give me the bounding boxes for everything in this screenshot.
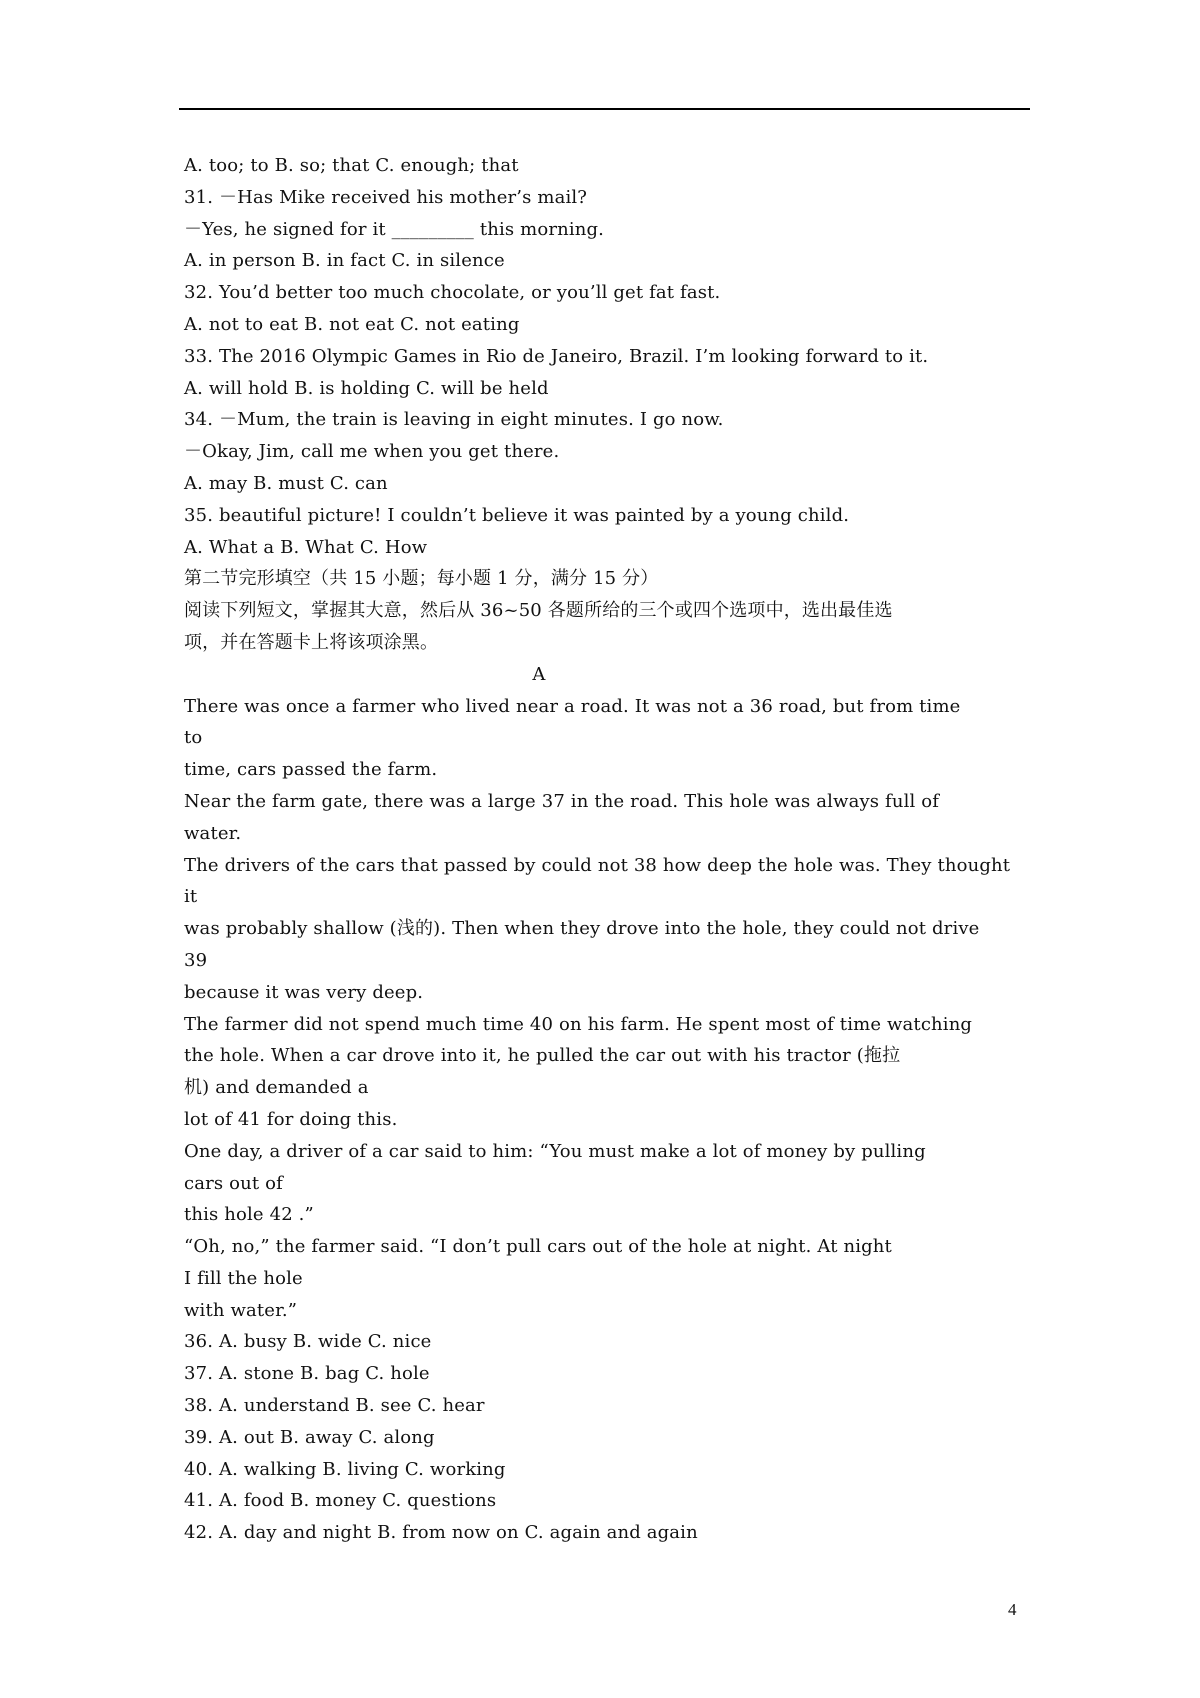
page-content xyxy=(184,150,1034,1549)
text-line: A. will hold B. is holding C. will be held xyxy=(184,377,549,399)
passage-line: time, cars passed the farm. xyxy=(184,759,438,781)
passage-line: to xyxy=(184,727,203,749)
passage-line: “Oh, no,” the farmer said. “I don’t pull cars out of the hole at night. At night xyxy=(184,1236,892,1258)
page-number: 4 xyxy=(1008,1600,1017,1619)
text-line: 35. beautiful picture! I couldn’t believe it was painted by a young child. xyxy=(184,504,850,526)
option-line: 41. A. food B. money C. questions xyxy=(184,1490,497,1512)
text-line: A. may B. must C. can xyxy=(184,472,388,494)
option-line: 42. A. day and night B. from now on C. again and again xyxy=(184,1522,698,1544)
passage-line: with water.” xyxy=(184,1299,298,1321)
instruction-line: 项，并在答题卡上将该项涂黑。 xyxy=(184,631,439,653)
passage-line: cars out of xyxy=(184,1172,283,1194)
passage-line: The drivers of the cars that passed by could not 38 how deep the hole was. They thought xyxy=(184,854,1011,876)
passage-line: There was once a farmer who lived near a road. It was not a 36 road, but from time xyxy=(184,695,961,717)
passage-line: this hole 42 .” xyxy=(184,1204,314,1226)
instruction-line: 阅读下列短文，掌握其大意，然后从 36~50 各题所给的三个或四个选项中，选出最佳选 xyxy=(184,600,893,622)
text-line: A. too; to B. so; that C. enough; that xyxy=(184,155,519,176)
text-line: A. in person B. in fact C. in silence xyxy=(184,250,505,272)
text-line: A. What a B. What C. How xyxy=(184,536,428,558)
passage-line: One day, a driver of a car said to him: “You must make a lot of money by pulling xyxy=(184,1140,926,1162)
passage-line: Near the farm gate, there was a large 37 in the road. This hole was always full of xyxy=(184,790,940,812)
text-line: 31. －Has Mike received his mother’s mail? xyxy=(184,186,588,208)
text-line: 34. －Mum, the train is leaving in eight minutes. I go now. xyxy=(184,409,724,431)
passage-line: the hole. When a car drove into it, he pulled the car out with his tractor (拖拉 xyxy=(184,1045,901,1067)
option-line: 39. A. out B. away C. along xyxy=(184,1426,435,1448)
passage-line: because it was very deep. xyxy=(184,981,424,1003)
header-rule xyxy=(179,108,1030,110)
passage-line: The farmer did not spend much time 40 on his farm. He spent most of time watching xyxy=(184,1013,973,1035)
passage-line: lot of 41 for doing this. xyxy=(184,1108,398,1130)
passage-line: was probably shallow (浅的). Then when they drove into the hole, they could not drive xyxy=(184,918,980,940)
option-line: 40. A. walking B. living C. working xyxy=(184,1458,506,1480)
section-heading: 第二节完形填空（共 15 小题；每小题 1 分，满分 15 分） xyxy=(184,568,659,590)
passage-line: water. xyxy=(184,822,242,844)
option-line: 37. A. stone B. bag C. hole xyxy=(184,1363,430,1385)
option-line: 38. A. understand B. see C. hear xyxy=(184,1395,485,1417)
passage-line: it xyxy=(184,886,198,908)
passage-line: I fill the hole xyxy=(184,1267,303,1289)
text-line: －Yes, he signed for it _________ this morning. xyxy=(184,218,605,240)
option-line: 36. A. busy B. wide C. nice xyxy=(184,1331,432,1353)
passage-line: 39 xyxy=(184,949,208,971)
text-line: －Okay, Jim, call me when you get there. xyxy=(184,441,560,463)
text-line: 32. You’d better too much chocolate, or you’ll get fat fast. xyxy=(184,282,721,304)
text-line: 33. The 2016 Olympic Games in Rio de Janeiro, Brazil. I’m looking forward to it. xyxy=(184,345,929,367)
text-line: A. not to eat B. not eat C. not eating xyxy=(184,313,520,335)
passage-line: 机) and demanded a xyxy=(184,1077,369,1099)
passage-label: A xyxy=(532,663,546,685)
